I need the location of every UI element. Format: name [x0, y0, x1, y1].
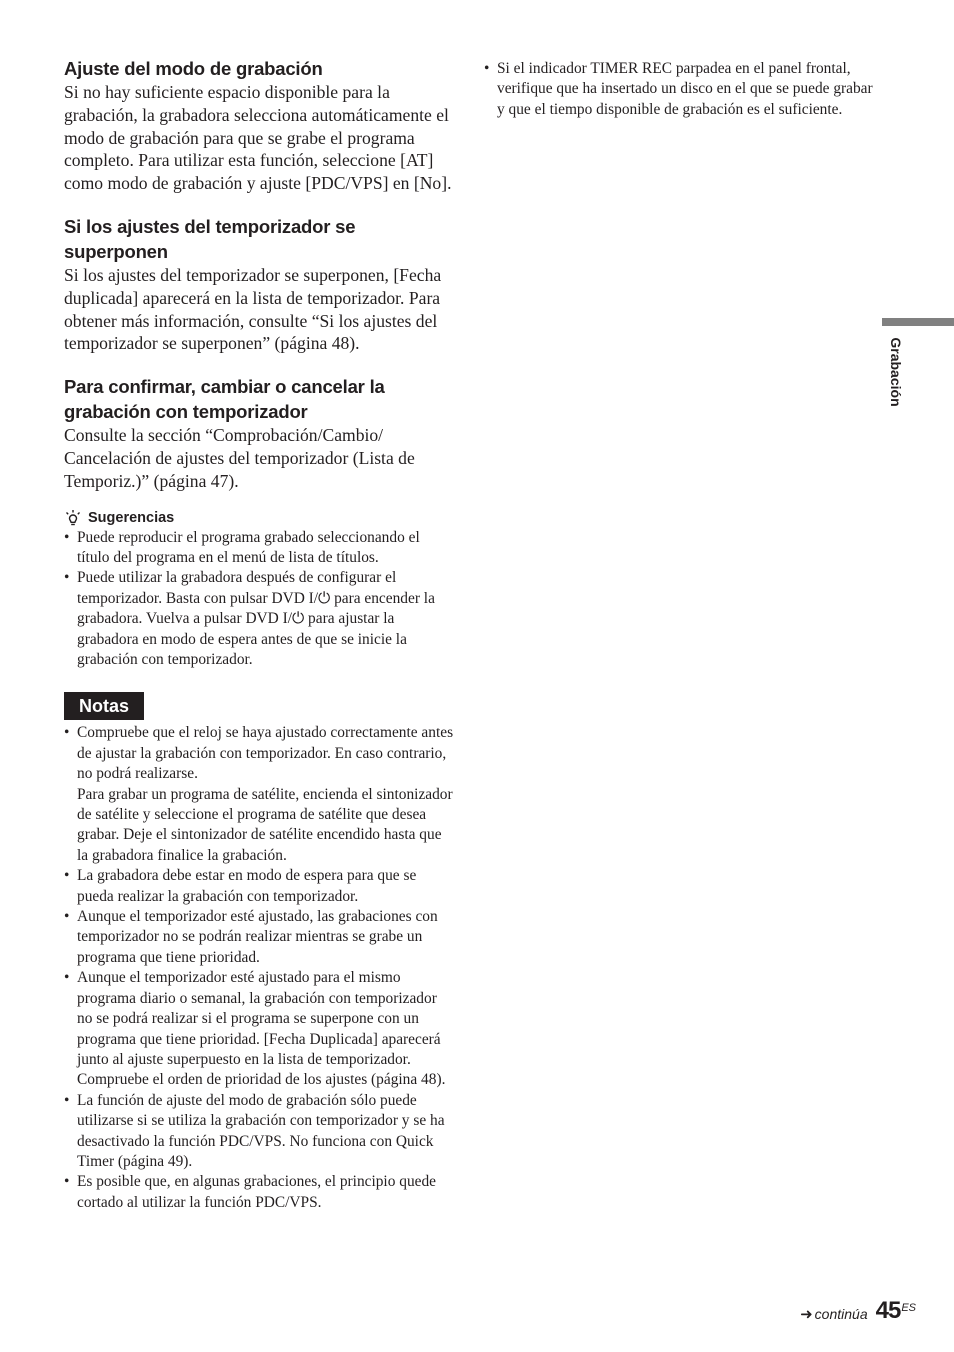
list-item: • Es posible que, en algunas grabaciones, el principio quede cortado al utilizar la función PDC/VPS. [64, 1172, 454, 1213]
arrow-right-icon: ➜ [800, 1305, 813, 1323]
list-item [64, 723, 454, 866]
section-recording-mode [64, 56, 454, 195]
section-confirm-change-cancel [64, 374, 454, 492]
lightbulb-icon [64, 509, 82, 527]
note-extra: Para grabar un programa de satélite, encienda el sintonizador de satélite y seleccione el programa de satélite que desea grabar. Deje el sintonizador de satélite encendido hasta que la grabadora finalice la grabación. [77, 785, 453, 864]
notes-list [64, 723, 454, 1213]
list-item: • La grabadora debe estar en modo de espera para que se pueda realizar la grabación con temporizador. [64, 866, 454, 907]
note-text: Compruebe que el reloj se haya ajustado correctamente antes de ajustar la grabación con temporizador. En caso contrario, no podrá realizarse. [77, 724, 454, 783]
section-body: Si no hay suficiente espacio disponible para la grabación, la grabadora selecciona automáticamente el modo de grabación para que se grabe el programa completo. Para utilizar esta función, seleccione [AT] como modo de grabación y ajuste [PDC/VPS] en [No]. [64, 82, 452, 194]
notes-list-continued [484, 59, 874, 120]
tips-list [64, 528, 454, 671]
section-heading: Ajuste del modo de grabación [64, 58, 323, 79]
page-footer [800, 1298, 916, 1324]
section-overlap [64, 214, 454, 355]
list-item: • Aunque el temporizador esté ajustado para el mismo programa diario o semanal, la grabación con temporizador no se podrá realizar si el programa se superpone con un programa que tiene prioridad. [Fecha Duplicada] aparecerá junto al ajuste superpuesto en la lista de temporizador. Compruebe el orden de prioridad de los ajustes (página 48). [64, 968, 454, 1090]
continue-label: continúa [814, 1306, 868, 1322]
section-body: Consulte la sección “Comprobación/Cambio/ Cancelación de ajustes del temporizador (Lista de Temporiz.)” (página 47). [64, 425, 415, 491]
list-item: • Si el indicador TIMER REC parpadea en el panel frontal, verifique que ha insertado un disco en el que se puede grabar y que el tiempo disponible de grabación es el suficiente. [484, 59, 874, 120]
list-item: • Puede utilizar la grabadora después de configurar el temporizador. Basta con pulsar DVD I/⏻ para encender la grabadora. Vuelva a pulsar DVD I/⏻ para ajustar la grabadora en modo de espera antes de que se inicie la grabación con temporizador. [64, 568, 454, 670]
list-item: • La función de ajuste del modo de grabación sólo puede utilizarse si se utiliza la grabación con temporizador y se ha desactivado la función PDC/VPS. No funciona con Quick Timer (página 49). [64, 1091, 454, 1173]
tips-title: Sugerencias [88, 509, 175, 526]
side-tab-bar [882, 318, 954, 326]
left-column [64, 56, 454, 1213]
section-body: Si los ajustes del temporizador se superponen, [Fecha duplicada] aparecerá en la lista de temporizador. Para obtener más información, consulte “Si los ajustes del temporizador se superponen” (página 48). [64, 264, 442, 354]
side-tab-label: Grabación [888, 337, 904, 407]
tips-heading [64, 509, 454, 527]
list-item: • Aunque el temporizador esté ajustado, las grabaciones con temporizador no se podrán realizar mientras se grabe un programa que tiene prioridad. [64, 907, 454, 968]
language-code: ES [901, 1302, 916, 1314]
notes-badge: Notas [64, 692, 144, 720]
list-item: • Puede reproducir el programa grabado seleccionando el título del programa en el menú de lista de títulos. [64, 528, 454, 569]
section-heading: Si los ajustes del temporizador se superponen [64, 215, 356, 262]
section-heading: Para confirmar, cambiar o cancelar la grabación con temporizador [64, 376, 385, 423]
right-column [484, 59, 874, 120]
page-number: 45 [875, 1297, 901, 1324]
